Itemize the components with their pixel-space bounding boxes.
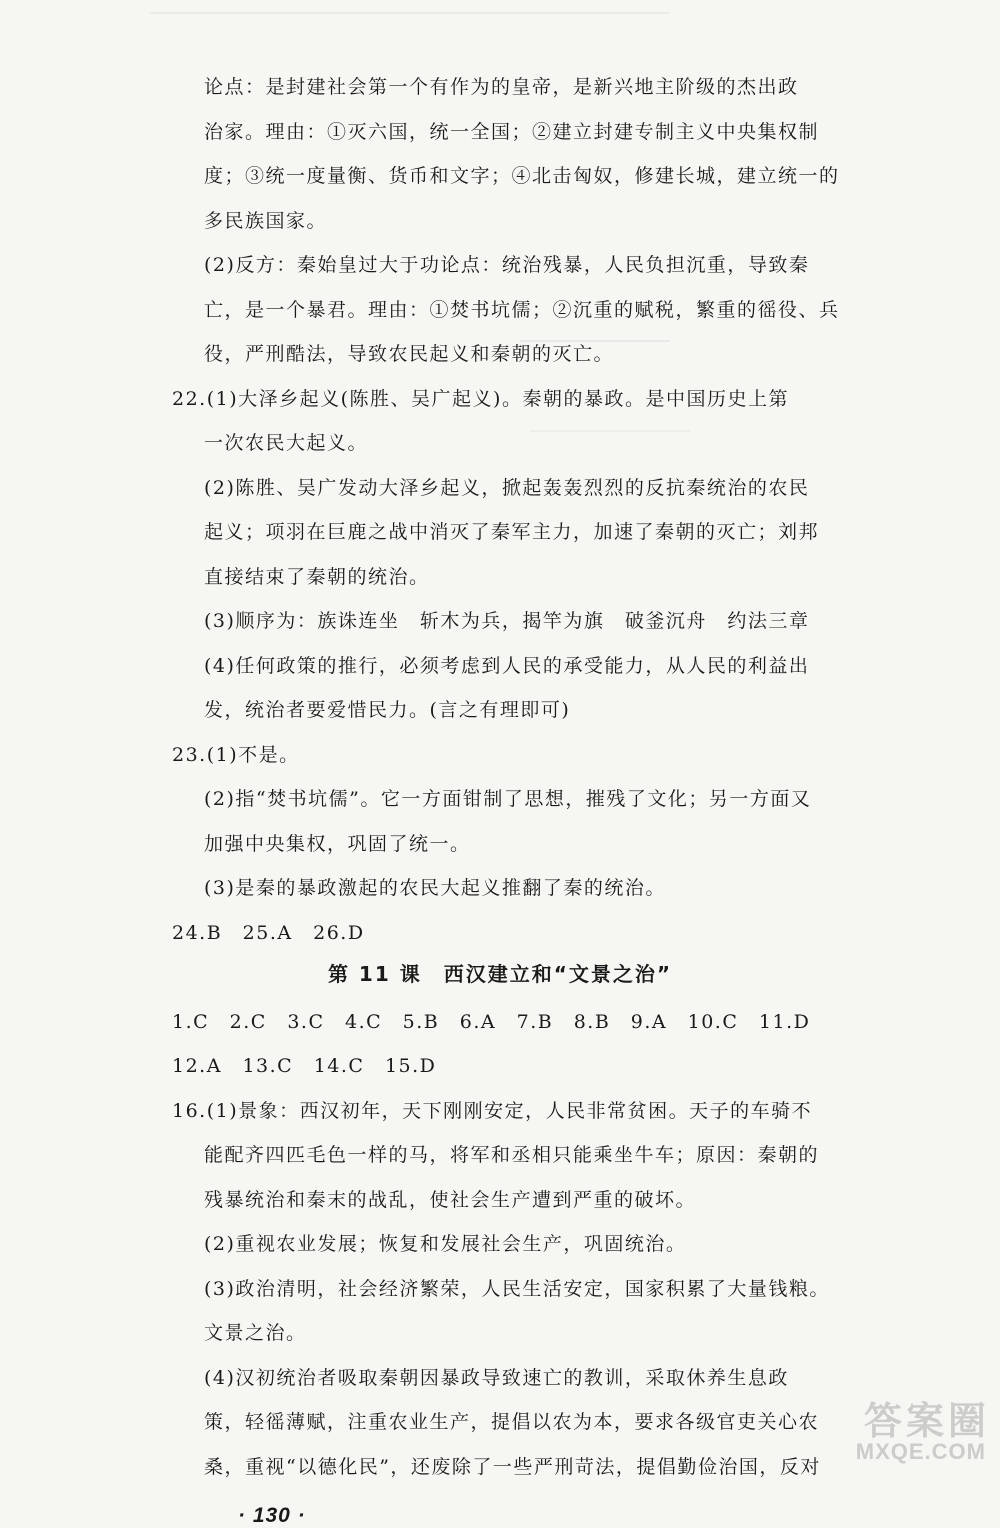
text-line: 能配齐四匹毛色一样的马，将军和丞相只能乘坐牛车；原因：秦朝的	[204, 1144, 820, 1166]
question-line: 22.(1)大泽乡起义(陈胜、吴广起义)。秦朝的暴政。是中国历史上第	[172, 388, 789, 410]
text-line: 一次农民大起义。	[204, 432, 369, 454]
scan-speck	[530, 430, 690, 432]
text-line: (2)重视农业发展；恢复和发展社会生产，巩固统治。	[204, 1233, 687, 1255]
text-line: (3)顺序为：族诛连坐 斩木为兵，揭竿为旗 破釜沉舟 约法三章	[204, 610, 810, 632]
section-title: 第 11 课 西汉建立和“文景之治”	[327, 962, 673, 986]
page-number: · 130 ·	[238, 1504, 306, 1527]
text-line: 亡，是一个暴君。理由：①焚书坑儒；②沉重的赋税，繁重的徭役、兵	[204, 299, 840, 321]
text-line: 桑，重视“以德化民”，还废除了一些严刑苛法，提倡勤俭治国，反对	[204, 1456, 821, 1478]
text-line: (4)任何政策的推行，必须考虑到人民的承受能力，从人民的利益出	[204, 655, 810, 677]
text-line: 役，严刑酷法，导致农民起义和秦朝的灭亡。	[204, 343, 615, 365]
text-line: 文景之治。	[204, 1322, 307, 1344]
text-line: (2)陈胜、吴广发动大泽乡起义，掀起轰轰烈烈的反抗秦统治的农民	[204, 477, 810, 499]
text-line: (3)是秦的暴政激起的农民大起义推翻了秦的统治。	[204, 877, 666, 899]
text-line: 直接结束了秦朝的统治。	[204, 566, 430, 588]
text-line: 度；③统一度量衡、货币和文字；④北击匈奴，修建长城，建立统一的	[204, 165, 840, 187]
answer-choices-line: 12.A 13.C 14.C 15.D	[172, 1055, 437, 1077]
watermark-logo: 答案圈	[863, 1399, 990, 1443]
scan-speck	[150, 12, 670, 14]
text-line: 治家。理由：①灭六国，统一全国；②建立封建专制主义中央集权制	[204, 121, 820, 143]
text-line: (3)政治清明，社会经济繁荣，人民生活安定，国家积累了大量钱粮。	[204, 1278, 830, 1300]
question-line: 16.(1)景象：西汉初年，天下刚刚安定，人民非常贫困。天子的车骑不	[172, 1100, 813, 1122]
answer-choices-line: 1.C 2.C 3.C 4.C 5.B 6.A 7.B 8.B 9.A 10.C 11.D	[172, 1011, 811, 1033]
text-line: 起义；项羽在巨鹿之战中消灭了秦军主力，加速了秦朝的灭亡；刘邦	[204, 521, 820, 543]
text-line: 残暴统治和秦末的战乱，使社会生产遭到严重的破坏。	[204, 1189, 697, 1211]
watermark	[800, 1390, 990, 1465]
text-line: (2)指“焚书坑儒”。它一方面钳制了思想，摧残了文化；另一方面又	[204, 788, 812, 810]
text-line: (2)反方：秦始皇过大于功论点：统治残暴，人民负担沉重，导致秦	[204, 254, 810, 276]
text-line: (4)汉初统治者吸取秦朝因暴政导致速亡的教训，采取休养生息政	[204, 1367, 789, 1389]
text-line: 发，统治者要爱惜民力。(言之有理即可)	[204, 699, 571, 721]
answer-choices-line: 24.B 25.A 26.D	[172, 922, 365, 944]
text-line: 策，轻徭薄赋，注重农业生产，提倡以农为本，要求各级官吏关心农	[204, 1411, 820, 1433]
text-line: 论点：是封建社会第一个有作为的皇帝，是新兴地主阶级的杰出政	[204, 76, 799, 98]
text-line: 加强中央集权，巩固了统一。	[204, 833, 471, 855]
question-line: 23.(1)不是。	[172, 744, 300, 766]
watermark-url: MXQE.COM	[855, 1439, 986, 1464]
text-line: 多民族国家。	[204, 210, 328, 232]
